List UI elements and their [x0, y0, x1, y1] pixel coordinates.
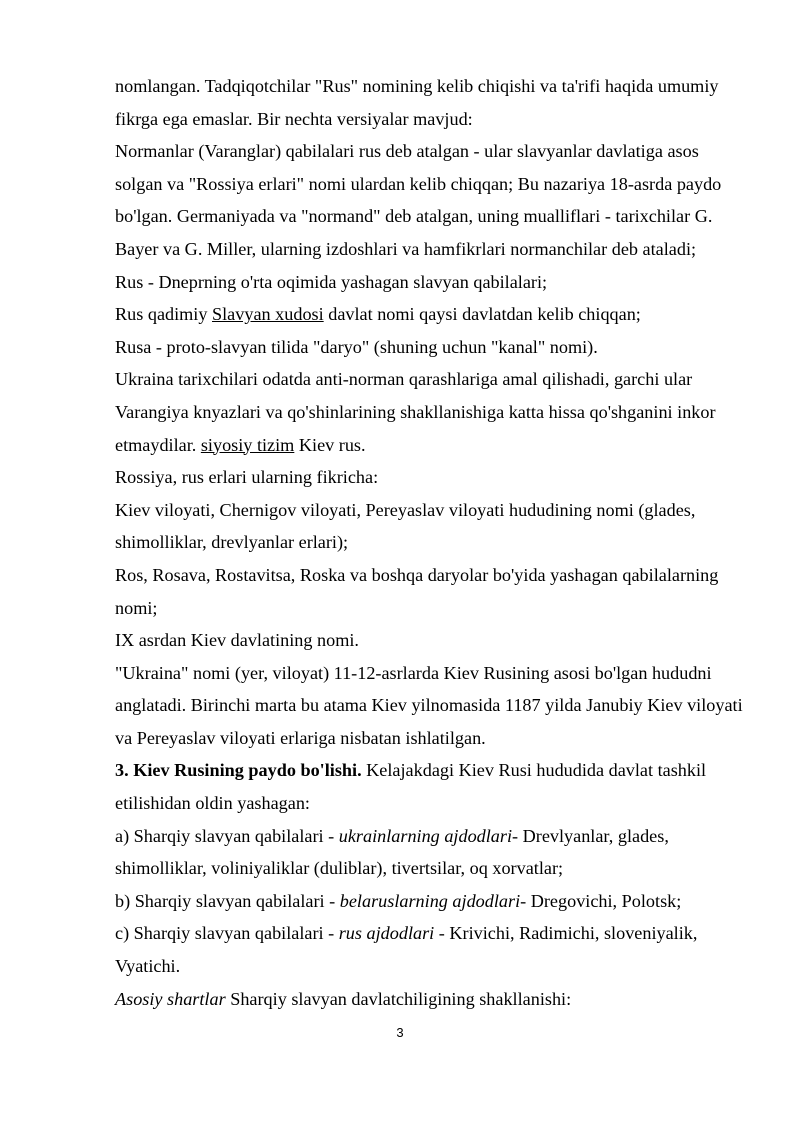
siyosiy-tizim-link[interactable]: siyosiy tizim: [200, 434, 295, 455]
emphasis: rus ajdodlari: [338, 923, 435, 944]
paragraph: Normanlar (Varanglar) qabilalari rus deb atalgan - ular slavyanlar davlatiga asos solgan va "Rossiya erlari" nomi ulardan kelib chiqqan; Bu nazariya 18-asrda paydo bo'lgan. Germaniyada va "normand" deb atalgan, uning mualliflari - tarixchilar G. Bayer va G. Miller, ularning izdoshlari va hamfikrlari normanchilar deb ataladi;: [115, 141, 722, 259]
paragraph: Rusa - proto-slavyan tilida "daryo" (shuning uchun "kanal" nomi).: [115, 336, 598, 357]
list-item: [115, 820, 745, 885]
paragraph: "Ukraina" nomi (yer, viloyat) 11-12-asrlarda Kiev Rusining asosi bo'lgan hududni anglatadi. Birinchi marta bu atama Kiev yilnomasida 1187 yilda Janubiy Kiev viloyati va Pereyaslav viloyati erlariga nisbatan ishlatilgan.: [115, 662, 743, 748]
text: - Drevlyanlar, glades, shimolliklar, voliniyaliklar (duliblar), tivertsilar, oq xorvatlar;: [115, 825, 669, 879]
paragraph: [115, 754, 745, 819]
page-body: [115, 70, 745, 1015]
list-item: [115, 885, 745, 918]
section-heading: 3. Kiev Rusining paydo bo'lishi.: [115, 760, 362, 781]
paragraph: [115, 298, 745, 331]
emphasis: ukrainlarning ajdodlari: [338, 825, 513, 846]
text: Rus qadimiy: [115, 304, 213, 325]
text: - Dregovichi, Polotsk;: [520, 890, 682, 911]
paragraph: Ros, Rosava, Rostavitsa, Roska va boshqa daryolar bo'yida yashagan qabilalarning nomi;: [115, 564, 719, 618]
text: c) Sharqiy slavyan qabilalari -: [115, 923, 339, 944]
text: a) Sharqiy slavyan qabilalari -: [115, 825, 339, 846]
page-number: 3: [396, 1025, 404, 1040]
paragraph: Rus - Dneprning o'rta oqimida yashagan slavyan qabilalari;: [115, 271, 548, 292]
text: Kelajakdagi Kiev Rusi hududida davlat tashkil etilishidan oldin yashagan:: [115, 760, 707, 814]
emphasis: Asosiy shartlar: [115, 988, 226, 1009]
text: - Krivichi, Radimichi, sloveniyalik, Vyatichi.: [115, 923, 698, 977]
emphasis: belaruslarning ajdodlari: [339, 890, 521, 911]
paragraph: Kiev viloyati, Chernigov viloyati, Pereyaslav viloyati hududining nomi (glades, shimolliklar, drevlyanlar erlari);: [115, 499, 696, 553]
text: b) Sharqiy slavyan qabilalari -: [115, 890, 340, 911]
paragraph: IX asrdan Kiev davlatining nomi.: [115, 630, 359, 651]
slavyan-xudosi-link[interactable]: Slavyan xudosi: [212, 304, 324, 325]
paragraph: nomlangan. Tadqiqotchilar "Rus" nomining kelib chiqishi va ta'rifi haqida umumiy fikrga ega emaslar. Bir nechta versiyalar mavjud:: [115, 76, 719, 129]
paragraph: [115, 983, 745, 1016]
list-item: [115, 917, 745, 982]
text: Kiev rus.: [294, 434, 366, 455]
paragraph: Rossiya, rus erlari ularning fikricha:: [115, 467, 379, 488]
text: davlat nomi qaysi davlatdan kelib chiqqan;: [323, 304, 641, 325]
text: Ukraina tarixchilari odatda anti-norman qarashlariga amal qilishadi, garchi ular Varangiya knyazlari va qo'shinlarining shakllanishiga katta hissa qo'shganini inkor etmaydilar.: [115, 369, 716, 455]
text: Sharqiy slavyan davlatchiligining shakllanishi:: [225, 988, 572, 1009]
paragraph: [115, 363, 745, 461]
